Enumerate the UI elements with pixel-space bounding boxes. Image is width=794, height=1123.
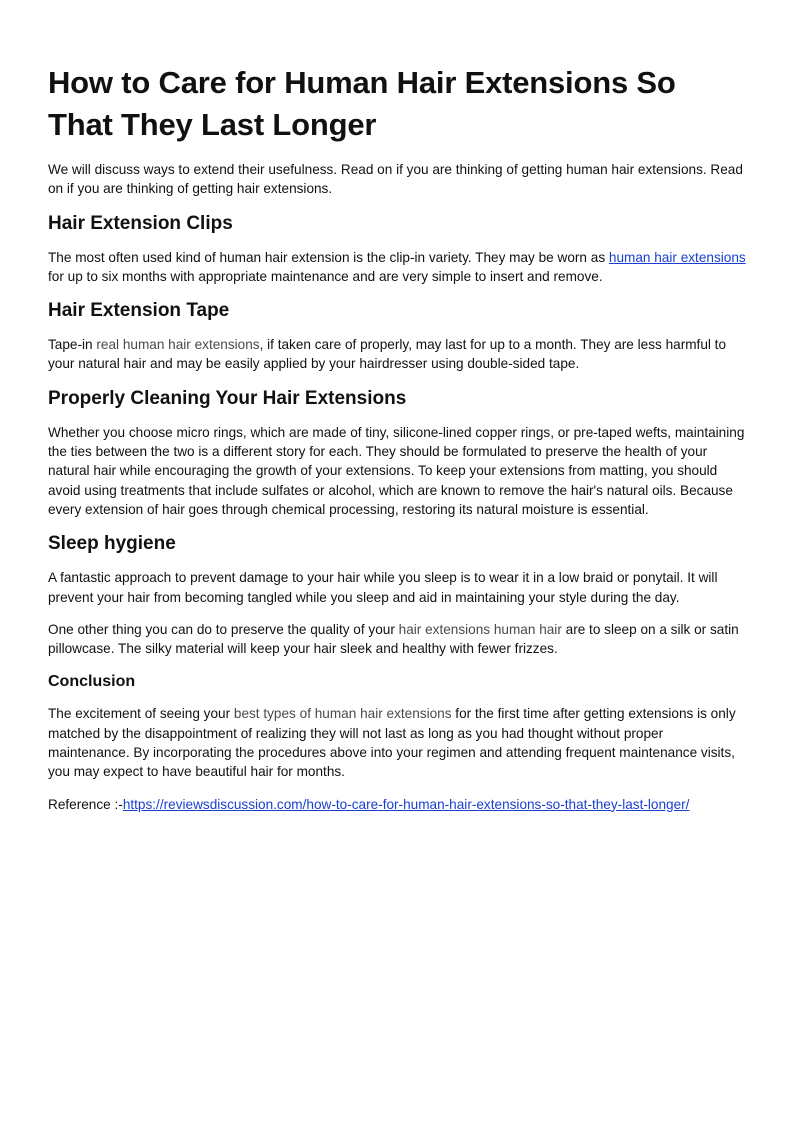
reference-label: Reference :- <box>48 796 123 812</box>
section-sleep-hygiene <box>48 532 748 658</box>
section-paragraph <box>48 704 748 781</box>
section-heading: Properly Cleaning Your Hair Extensions <box>48 387 407 409</box>
text-run: Tape-in <box>48 337 97 353</box>
text-run: , if taken care of properly, may last for up to a month. They are less harmful to your natural hair and may be easily applied by your hairdresser using double-sided tape. <box>48 337 727 372</box>
reference-link[interactable]: https://reviewsdiscussion.com/how-to-care-for-human-hair-extensions-so-that-they-last-longer/ <box>122 796 690 812</box>
keyword-text: real human hair extensions <box>96 337 260 353</box>
human-hair-extensions-link[interactable]: human hair extensions <box>608 249 746 265</box>
section-paragraph <box>48 335 748 374</box>
intro-paragraph: We will discuss ways to extend their usefulness. Read on if you are thinking of getting human hair extensions. Read on if you are thinking of getting hair extensions. <box>48 162 743 197</box>
section-paragraph: Whether you choose micro rings, which are made of tiny, silicone-lined copper rings, or pre-taped wefts, maintaining the ties between the two is a different story for each. They should be formulated to preserve the health of your natural hair while encouraging the growth of your extensions. To keep your extensions from matting, you should avoid using treatments that include sulfates or alcohol, which are known to remove the hair's natural oils. Because every extension of hair goes through chemical processing, restoring its natural moisture is essential. <box>48 424 745 517</box>
text-run: for up to six months with appropriate maintenance and are very simple to insert and remove. <box>48 268 603 284</box>
text-run: The most often used kind of human hair extension is the clip-in variety. They may be worn as <box>48 249 609 265</box>
text-run: One other thing you can do to preserve the quality of your <box>48 621 399 637</box>
text-run: The excitement of seeing your <box>48 706 234 722</box>
keyword-text: hair extensions human hair <box>398 621 562 637</box>
section-heading: Hair Extension Clips <box>48 212 233 234</box>
section-hair-extension-clips <box>48 212 748 287</box>
section-paragraph <box>48 248 748 287</box>
section-heading: Sleep hygiene <box>48 533 176 555</box>
section-conclusion <box>48 671 748 781</box>
section-heading: Hair Extension Tape <box>48 300 230 322</box>
text-run: for the first time after getting extensions is only matched by the disappointment of realizing they will not last as long as you had thought without proper maintenance. By incorporating the procedures above into your regimen and attending frequent maintenance visits, you may expect to have beautiful hair for months. <box>48 706 736 780</box>
section-paragraph: A fantastic approach to prevent damage to your hair while you sleep is to wear it in a low braid or ponytail. It will prevent your hair from becoming tangled while you sleep and aid in maintaining your style during the day. <box>48 570 718 605</box>
page-title: How to Care for Human Hair Extensions So That They Last Longer <box>48 65 676 142</box>
reference-line <box>48 795 748 814</box>
section-paragraph <box>48 620 748 659</box>
text-run: are to sleep on a silk or satin pillowcase. The silky material will keep your hair sleek and healthy with fewer frizzes. <box>48 621 739 657</box>
section-hair-extension-tape <box>48 299 748 374</box>
keyword-text: best types of human hair extensions <box>233 706 452 722</box>
section-cleaning <box>48 387 748 519</box>
section-heading: Conclusion <box>48 673 136 691</box>
document-page <box>48 62 748 827</box>
